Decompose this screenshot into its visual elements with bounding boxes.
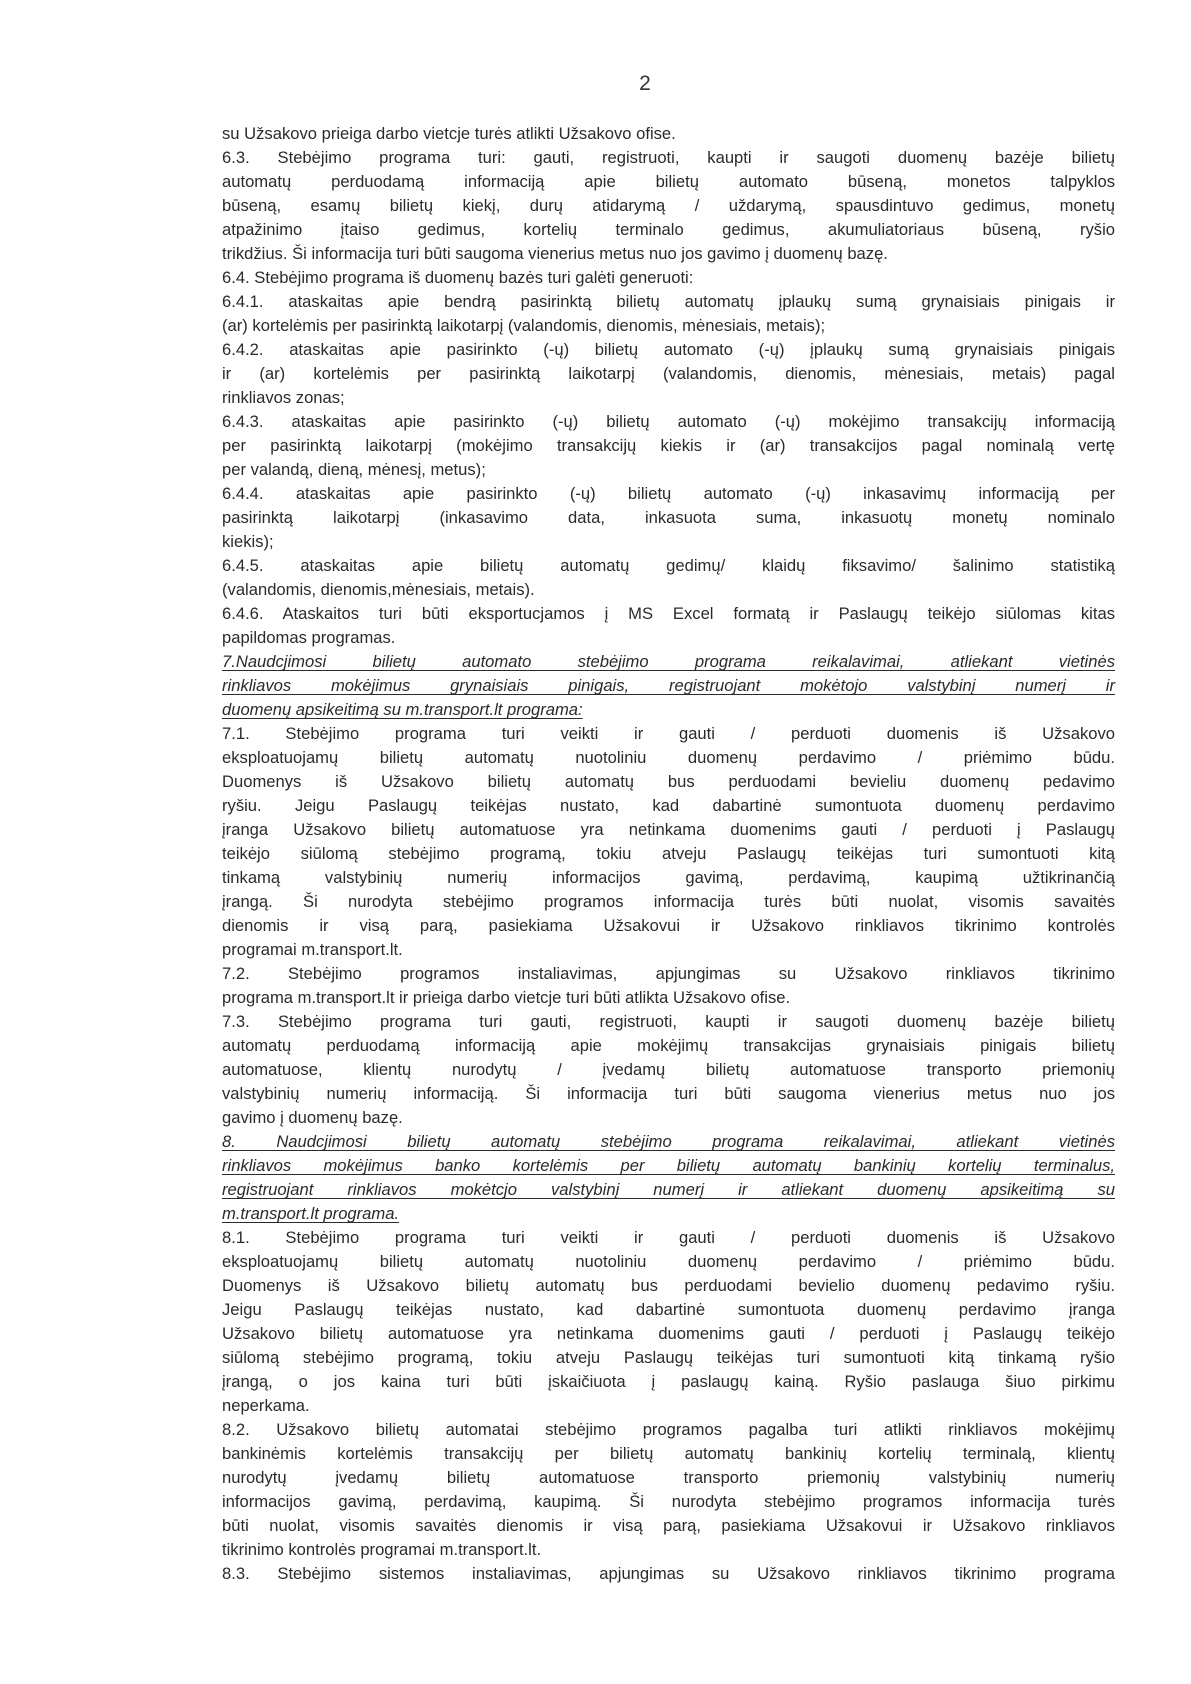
paragraph — [222, 1226, 1115, 1418]
text-line: (ar) kortelėmis per pasirinktą laikotarpį (valandomis, dienomis, mėnesiais, metais); — [222, 316, 826, 335]
text-line: per valandą, dieną, mėnesį, metus); — [222, 460, 486, 479]
paragraph — [222, 962, 1115, 1010]
text-line: 7.Naudcjimosi bilietų automato stebėjimo programa reikalavimai, atliekant vietinės — [222, 652, 1115, 671]
paragraph — [222, 1418, 1115, 1562]
text-line: Duomenys iš Užsakovo bilietų automatų bus perduodami bevielio duomenų pedavimo ryšiu. — [222, 1276, 1115, 1295]
text-line: 6.4.3. ataskaitas apie pasirinkto (-ų) bilietų automato (-ų) mokėjimo transakcijų informaciją — [222, 412, 1115, 431]
text-line: su Užsakovo prieiga darbo vietcje turės atlikti Užsakovo ofise. — [222, 124, 676, 143]
paragraph — [222, 722, 1115, 962]
text-line: 6.3. Stebėjimo programa turi: gauti, registruoti, kaupti ir saugoti duomenų bazėje bilietų — [222, 148, 1115, 167]
text-line: tinkamą valstybinių numerių informacijos gavimą, perdavimą, kaupimą užtikrinančią — [222, 868, 1115, 887]
paragraph — [222, 482, 1115, 554]
text-line: tikrinimo kontrolės programai m.transport.lt. — [222, 1540, 542, 1559]
text-line: automatų perduodamą informaciją apie bilietų automato būseną, monetos talpyklos — [222, 172, 1115, 191]
paragraph — [222, 1010, 1115, 1130]
text-line: įranga Užsakovo bilietų automatuose yra netinkama duomenims gauti / perduoti į Paslaugų — [222, 820, 1115, 839]
text-line: įrangą. Ši nurodyta stebėjimo programos informacija turės būti nuolat, visomis savaitės — [222, 892, 1115, 911]
paragraph — [222, 1562, 1115, 1586]
text-line: duomenų apsikeitimą su m.transport.lt programa: — [222, 700, 583, 719]
text-line: Užsakovo bilietų automatuose yra netinkama duomenims gauti / perduoti į Paslaugų teikėjo — [222, 1324, 1115, 1343]
document-body — [222, 122, 1115, 1586]
text-line: būseną, esamų bilietų kiekį, durų atidarymą / uždarymą, spausdintuvo gedimus, monetų — [222, 196, 1115, 215]
text-line: ryšiu. Jeigu Paslaugų teikėjas nustato, kad dabartinė sumontuota duomenų perdavimo — [222, 796, 1115, 815]
text-line: siūlomą stebėjimo programą, tokiu atveju Paslaugų teikėjas turi sumontuoti kitą tinkamą ryšio — [222, 1348, 1115, 1367]
text-line: bankinėmis kortelėmis transakcijų per bilietų automatų bankinių kortelių terminalą, klientų — [222, 1444, 1115, 1463]
text-line: Duomenys iš Užsakovo bilietų automatų bus perduodami bevieliu duomenų pedavimo — [222, 772, 1115, 791]
text-line: įrangą, o jos kaina turi būti įskaičiuota į paslaugų kainą. Ryšio paslauga šiuo pirkimu — [222, 1372, 1115, 1391]
text-line: ir (ar) kortelėmis per pasirinktą laikotarpį (valandomis, dienomis, mėnesiais, metais) pagal — [222, 364, 1115, 383]
text-line: pasirinktą laikotarpį (inkasavimo data, inkasuota suma, inkasuotų monetų nominalo — [222, 508, 1115, 527]
text-line: eksploatuojamų bilietų automatų nuotoliniu duomenų perdavimo / priėmimo būdu. — [222, 748, 1115, 767]
text-line: m.transport.lt programa. — [222, 1204, 400, 1223]
text-line: (valandomis, dienomis,mėnesiais, metais). — [222, 580, 535, 599]
paragraph — [222, 602, 1115, 650]
text-line: dienomis ir visą parą, pasiekiama Užsakovui ir Užsakovo rinkliavos tikrinimo kontrolės — [222, 916, 1115, 935]
text-line: programa m.transport.lt ir prieiga darbo vietcje turi būti atlikta Užsakovo ofise. — [222, 988, 791, 1007]
paragraph — [222, 266, 1115, 290]
text-line: 8. Naudcjimosi bilietų automatų stebėjimo programa reikalavimai, atliekant vietinės — [222, 1132, 1115, 1151]
text-line: Jeigu Paslaugų teikėjas nustato, kad dabartinė sumontuota duomenų perdavimo įranga — [222, 1300, 1115, 1319]
page-number: 2 — [639, 72, 651, 95]
text-line: 6.4.6. Ataskaitos turi būti eksportucjamos į MS Excel formatą ir Paslaugų teikėjo siūlomas kitas — [222, 604, 1115, 623]
text-line: papildomas programas. — [222, 628, 396, 647]
text-line: 7.2. Stebėjimo programos instaliavimas, apjungimas su Užsakovo rinkliavos tikrinimo — [222, 964, 1115, 983]
text-line: teikėjo siūlomą stebėjimo programą, tokiu atveju Paslaugų teikėjas turi sumontuoti kitą — [222, 844, 1115, 863]
text-line: 8.2. Užsakovo bilietų automatai stebėjimo programos pagalba turi atlikti rinkliavos mokėjimų — [222, 1420, 1115, 1439]
text-line: atpažinimo įtaiso gedimus, kortelių terminalo gedimus, akumuliatoriaus būseną, ryšio — [222, 220, 1115, 239]
paragraph — [222, 338, 1115, 410]
section-heading — [222, 650, 1115, 722]
paragraph — [222, 122, 1115, 146]
text-line: 6.4.2. ataskaitas apie pasirinkto (-ų) bilietų automato (-ų) įplaukų sumą grynaisiais pinigais — [222, 340, 1115, 359]
text-line: 6.4. Stebėjimo programa iš duomenų bazės turi galėti generuoti: — [222, 268, 694, 287]
text-line: programai m.transport.lt. — [222, 940, 403, 959]
section-heading — [222, 1130, 1115, 1226]
paragraph — [222, 290, 1115, 338]
text-line: automatų perduodamą informaciją apie mokėjimų transakcijas grynaisiais pinigais bilietų — [222, 1036, 1115, 1055]
text-line: gavimo į duomenų bazę. — [222, 1108, 403, 1127]
text-line: kiekis); — [222, 532, 274, 551]
text-line: valstybinių numerių informaciją. Ši informacija turi būti saugoma vienerius metus nuo jos — [222, 1084, 1115, 1103]
text-line: registruojant rinkliavos mokėtcjo valstybinį numerį ir atliekant duomenų apsikeitimą su — [222, 1180, 1115, 1199]
text-line: 7.1. Stebėjimo programa turi veikti ir gauti / perduoti duomenis iš Užsakovo — [222, 724, 1115, 743]
text-line: 8.1. Stebėjimo programa turi veikti ir gauti / perduoti duomenis iš Užsakovo — [222, 1228, 1115, 1247]
text-line: trikdžius. Ši informacija turi būti saugoma vienerius metus nuo jos gavimo į duomenų bazę. — [222, 244, 888, 263]
text-line: informacijos gavimą, perdavimą, kaupimą. Ši nurodyta stebėjimo programos informacija turės — [222, 1492, 1115, 1511]
text-line: 6.4.4. ataskaitas apie pasirinkto (-ų) bilietų automato (-ų) inkasavimų informaciją per — [222, 484, 1115, 503]
text-line: nurodytų įvedamų bilietų automatuose transporto priemonių valstybinių numerių — [222, 1468, 1115, 1487]
text-line: 8.3. Stebėjimo sistemos instaliavimas, apjungimas su Užsakovo rinkliavos tikrinimo programa — [222, 1564, 1115, 1583]
text-line: per pasirinktą laikotarpį (mokėjimo transakcijų kiekis ir (ar) transakcijos pagal nominalą vertę — [222, 436, 1115, 455]
text-line: rinkliavos zonas; — [222, 388, 345, 407]
text-line: būti nuolat, visomis savaitės dienomis ir visą parą, pasiekiama Užsakovui ir Užsakovo rinkliavos — [222, 1516, 1115, 1535]
text-line: automatuose, klientų nurodytų / įvedamų bilietų automatuose transporto priemonių — [222, 1060, 1115, 1079]
text-line: eksploatuojamų bilietų automatų nuotoliniu duomenų perdavimo / priėmimo būdu. — [222, 1252, 1115, 1271]
text-line: neperkama. — [222, 1396, 310, 1415]
text-line: 6.4.5. ataskaitas apie bilietų automatų gedimų/ klaidų fiksavimo/ šalinimo statistiką — [222, 556, 1115, 575]
text-line: rinkliavos mokėjimus banko kortelėmis per bilietų automatų bankinių kortelių terminalus, — [222, 1156, 1115, 1175]
text-line: rinkliavos mokėjimus grynaisiais pinigais, registruojant mokėtojo valstybinį numerį ir — [222, 676, 1115, 695]
paragraph — [222, 146, 1115, 266]
text-line: 6.4.1. ataskaitas apie bendrą pasirinktą bilietų automatų įplaukų sumą grynaisiais pinigais ir — [222, 292, 1115, 311]
paragraph — [222, 554, 1115, 602]
text-line: 7.3. Stebėjimo programa turi gauti, registruoti, kaupti ir saugoti duomenų bazėje bilietų — [222, 1012, 1115, 1031]
paragraph — [222, 410, 1115, 482]
